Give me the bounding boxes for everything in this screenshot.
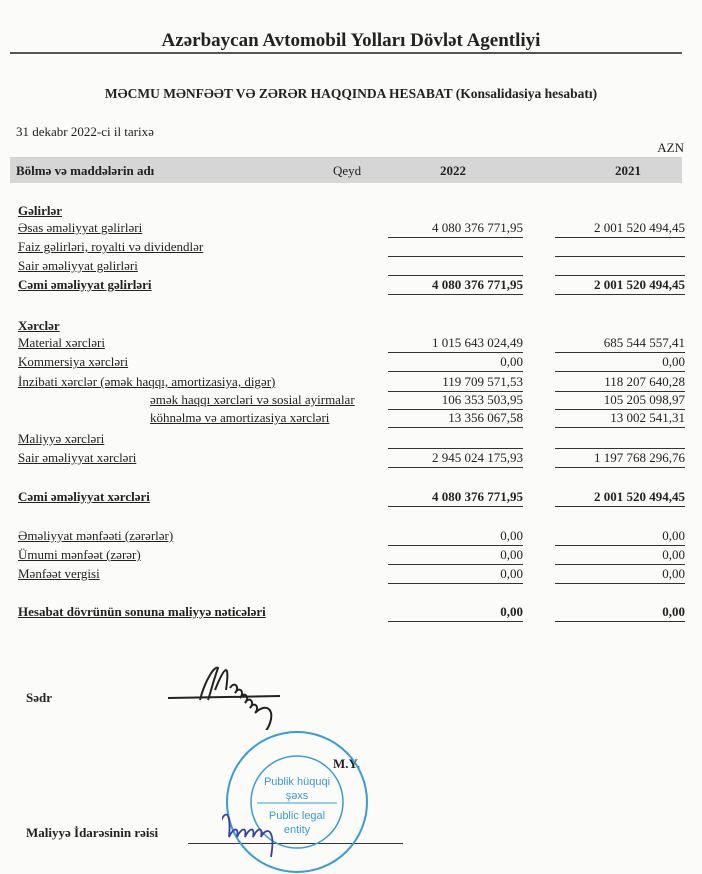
table-row	[0, 528, 702, 546]
value-2022	[388, 431, 523, 449]
seal-mark: M.Y.	[333, 756, 360, 771]
table-row	[0, 547, 702, 565]
row-label: Cəmi əməliyyat xərcləri	[18, 489, 150, 504]
row-label: Maliyyə xərcləri	[18, 431, 105, 446]
table-row	[0, 335, 702, 353]
value-2021: 2 001 520 494,45	[555, 277, 685, 295]
table-row	[0, 489, 702, 507]
svg-text:entity: entity	[283, 824, 311, 836]
table-row	[0, 239, 702, 257]
row-label: Material xərcləri	[18, 335, 105, 350]
report-date: 31 dekabr 2022-ci il tarixə	[16, 124, 154, 139]
chair-signature	[160, 660, 360, 730]
row-label: İnzibati xərclər (əmək haqqı, amortizasiya, digər)	[18, 374, 276, 389]
row-label: Əsas əməliyyat gəlirləri	[18, 220, 143, 235]
value-2022: 4 080 376 771,95	[388, 220, 523, 238]
row-label: Əməliyyat mənfəəti (zərərlər)	[18, 528, 174, 543]
value-2022: 0,00	[388, 354, 523, 372]
value-2022: 4 080 376 771,95	[388, 277, 523, 295]
header-note: Qeyd	[333, 163, 362, 178]
header-2022: 2022	[440, 163, 466, 178]
value-2022: 0,00	[388, 566, 523, 584]
finance-head-label: Maliyyə İdarəsinin rəisi	[26, 825, 159, 840]
value-2021: 0,00	[555, 566, 685, 584]
organization-name: Azərbaycan Avtomobil Yolları Dövlət Agentliyi	[161, 30, 541, 51]
value-2022: 119 709 571,53	[388, 374, 523, 392]
value-2022	[388, 258, 523, 276]
row-label: Hesabat dövrünün sonuna maliyyə nəticələri	[18, 604, 266, 619]
value-2021: 13 002 541,31	[555, 410, 685, 428]
chair-label: Sədr	[26, 690, 52, 705]
value-2021	[555, 258, 685, 276]
value-2021: 0,00	[555, 604, 685, 622]
row-label: Xərclər	[18, 318, 60, 333]
table-row	[0, 450, 702, 468]
row-label: Mənfəət vergisi	[18, 566, 100, 581]
table-row	[0, 258, 702, 276]
row-label: Sair əməliyyat xərcləri	[18, 450, 137, 465]
table-row	[0, 604, 702, 622]
official-stamp	[222, 727, 372, 874]
value-2021: 685 544 557,41	[555, 335, 685, 353]
value-2022: 1 015 643 024,49	[388, 335, 523, 353]
svg-text:Publik hüquqi: Publik hüquqi	[263, 776, 331, 788]
table-row	[0, 566, 702, 584]
header-rule	[10, 52, 682, 54]
value-2022: 13 356 067,58	[388, 410, 523, 428]
value-2021: 105 205 098,97	[555, 392, 685, 410]
svg-text:şəxs: şəxs	[285, 790, 309, 802]
row-label: köhnəlmə və amortizasiya xərcləri	[150, 410, 330, 425]
row-label: Sair əməliyyat gəlirləri	[18, 258, 138, 273]
value-2021: 0,00	[555, 354, 685, 372]
table-row	[0, 374, 702, 392]
value-2022: 0,00	[388, 528, 523, 546]
table-row	[0, 354, 702, 372]
report-title: MƏCMU MƏNFƏƏT VƏ ZƏRƏR HAQQINDA HESABAT (Konsalidasiya hesabatı)	[104, 86, 598, 101]
row-label: Gəlirlər	[18, 203, 63, 218]
value-2021	[555, 239, 685, 257]
value-2021: 0,00	[555, 528, 685, 546]
section-heading	[0, 203, 702, 221]
currency-label: AZN	[657, 140, 684, 155]
value-2022	[388, 239, 523, 257]
table-row	[0, 392, 702, 410]
value-2022: 2 945 024 175,93	[388, 450, 523, 468]
row-label: əmək haqqı xərcləri və sosial ayirmalar	[150, 392, 355, 407]
value-2021: 2 001 520 494,45	[555, 489, 685, 507]
table-row	[0, 410, 702, 428]
value-2021: 118 207 640,28	[555, 374, 685, 392]
svg-text:Public legal: Public legal	[268, 810, 326, 822]
table-row	[0, 277, 702, 295]
value-2022: 0,00	[388, 604, 523, 622]
header-name: Bölmə və maddələrin adı	[16, 163, 155, 178]
value-2021	[555, 431, 685, 449]
value-2021: 0,00	[555, 547, 685, 565]
header-2021: 2021	[615, 163, 641, 178]
table-row	[0, 220, 702, 238]
value-2021: 2 001 520 494,45	[555, 220, 685, 238]
row-label: Cəmi əməliyyat gəlirləri	[18, 277, 152, 292]
value-2022: 106 353 503,95	[388, 392, 523, 410]
row-label: Ümumi mənfəət (zərər)	[18, 547, 141, 562]
table-row	[0, 431, 702, 449]
value-2022: 0,00	[388, 547, 523, 565]
table-header	[10, 157, 682, 183]
section-heading	[0, 318, 702, 336]
value-2022: 4 080 376 771,95	[388, 489, 523, 507]
row-label: Faiz gəlirləri, royalti və dividendlər	[18, 239, 204, 254]
row-label: Kommersiya xərcləri	[18, 354, 129, 369]
value-2021: 1 197 768 296,76	[555, 450, 685, 468]
